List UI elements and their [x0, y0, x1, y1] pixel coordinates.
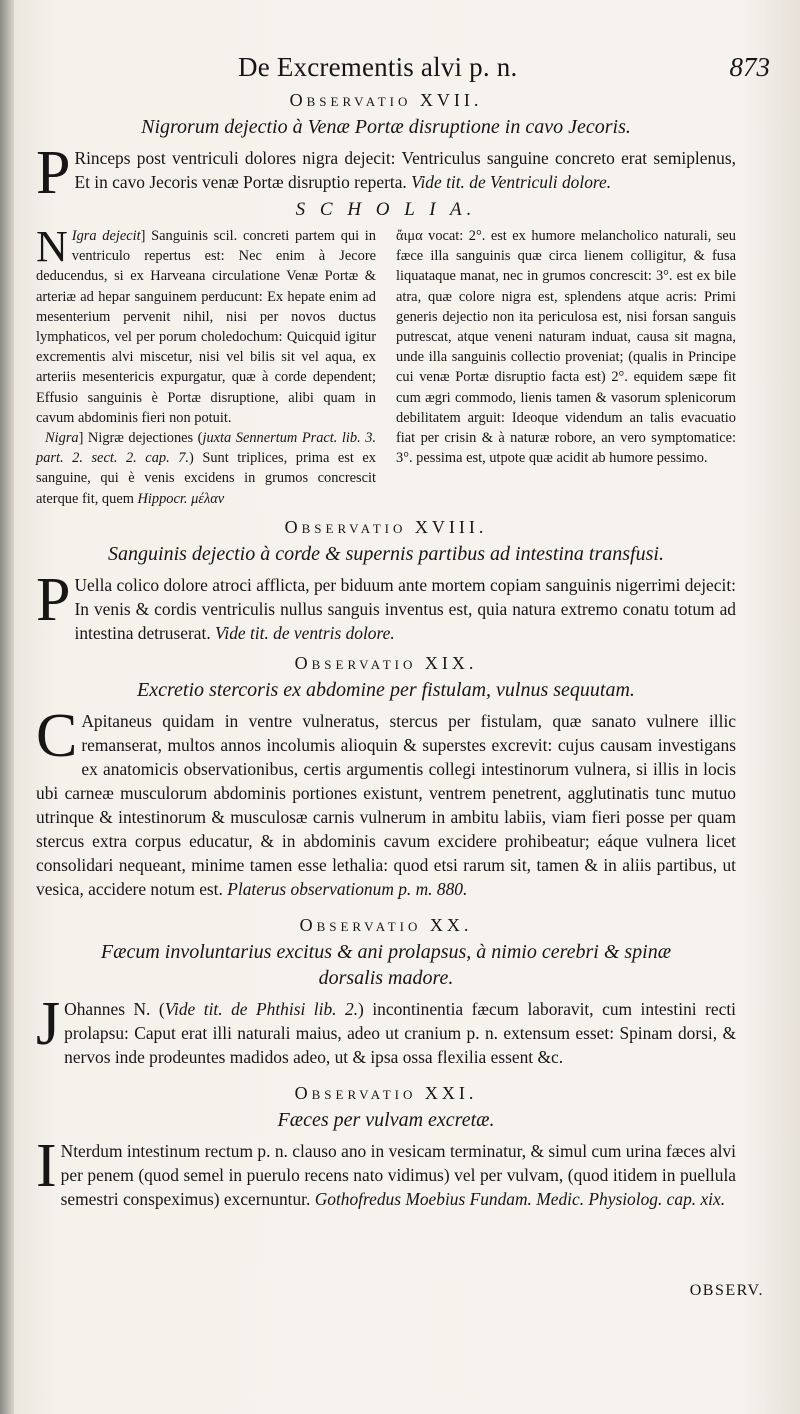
page-header [0, 52, 800, 92]
scholia-heading: S C H O L I A. [295, 199, 477, 220]
page-number: 873 [729, 52, 770, 82]
scholia-column-right [396, 226, 736, 509]
page-content [36, 88, 736, 1211]
observatio-text [36, 565, 736, 645]
observatio-body: Apitaneus quidam in ventre vulneratus, stercus per fistulam, quæ sanato vulnere illic remanserat, multos annos incolumis alioquin & superstes excrevit: cujus causam investigans ex anatomicis observationibus, certis argumentis collegi intestinorum vulnera, si illis in locis ubi carneæ musculorum abdominis portiones existunt, ventrem penetrent, agglutinatis tunc mutuo utrinque & intestinorum & musculosæ carnis vulnerum in ambitu labiis, viam fieri posse per quam stercus extra corpus educatur, & in abdominis cavum excidere prohibeatur; eáque vulnera licet consolidari nequeant, minime tamen esse lethalia: quod etsi rarum sit, tamen & in aliis partibus, ut vesica, accidere notum est. [36, 710, 736, 899]
observatio-title: Fæces per vulvam excretæ. [277, 1108, 495, 1131]
gutter-shadow [0, 0, 14, 1414]
scholia-columns [36, 222, 736, 509]
observatio-heading: Observatio XX. [299, 914, 473, 935]
observatio-text [36, 1131, 736, 1211]
observatio-title: Sanguinis dejectio à corde & supernis partibus ad intestina transfusi. [108, 542, 664, 565]
catchword: OBSERV. [689, 1282, 764, 1299]
observatio-body: ) incontinentia fæcum laboravit, cum intestini recti prolapsu: Caput erat illi naturali maius, adeo ut cranium p. n. extensum esset: Spinam dorsi, & nervos inde prodeuntes madidos adeo, ut & ipsa ossa flexilia essent &c. [64, 998, 736, 1067]
cross-reference: Vide tit. de Phthisi lib. 2. [164, 998, 359, 1019]
scholia-text: ] Sanguinis scil. concreti partem qui in ventriculo repertus est: Nec enim à Jecore deducendus, si ex Harveana circulatione Venæ Portæ & arteriæ ad hepar sanguinem perducunt: Ex hepate enim ad mesenterium pervenit nihil, nisi per novos ductus lymphaticos, vel per porum choledochum: Quicquid igitur excrementis alvi miscetur, nisi vel bilis sit vel aqua, ex arteriis mesentericis expurgatur, quæ à corde dependent; Effusio sanguinis è Portæ disruptione, alibi quam in cavum abdominis fieri non potuit. [36, 228, 376, 426]
drop-cap: J [36, 989, 61, 1058]
observatio-19 [36, 651, 736, 901]
scholia [36, 198, 736, 509]
cross-reference: Platerus observationum p. m. 880. [227, 878, 468, 899]
observatio-21 [36, 1081, 736, 1211]
observatio-heading: Observatio XIX. [294, 652, 478, 673]
observatio-text [36, 701, 736, 901]
observatio-18 [36, 515, 736, 645]
lemma: Igra dejecit [71, 228, 141, 244]
running-head: De Excrementis alvi p. n. [238, 52, 518, 82]
lemma: Nigra [45, 430, 79, 447]
drop-cap: I [36, 1131, 57, 1200]
observatio-17 [36, 88, 736, 207]
cross-reference: Hippocr. μέλαν [137, 490, 225, 507]
observatio-body: Uella colico dolore atroci afflicta, per biduum ante mortem copiam sanguinis nigerrimi dejecit: In venis & cordis ventriculis nullus sanguis inventus est, quia natura extremo conatu totum ad intestina detruserat. [74, 574, 736, 643]
observatio-title: Fæcum involuntarius excitus & ani prolapsus, à nimio cerebri & spinæ dorsalis madore. [100, 940, 672, 989]
scholia-text: ἄιμα vocat: 2°. est ex humore melancholico naturali, seu fæce illa sanguinis quæ circa lienem colligitur, & fusa liquataque manat, nec in grumos concrescit: 3°. est ex bile atra, quæ colore nigra est, splendens atque acris: Primi generis dejectio non ita periculosa est, nisi forsan sanguis putrescat, atque veneni naturam induat, causa sit magna, unde illa sanguinis collectio proveniat; (qualis in Principe cui venæ Portæ disruptio facta est) 2°. equidem sæpe fit cum ægri commodo, lienis tamen & vasorum splenicorum debilitatem arguit: Ideoque videndum an talis evacuatio fiat per crisin & à naturæ robore, an vero symptomatice: 3°. pessima est, utpote quæ acidit ab humore pessimo. [396, 228, 736, 467]
observatio-20 [36, 913, 736, 1069]
cross-reference: Vide tit. de Ventriculi dolore. [411, 172, 612, 192]
drop-cap: P [36, 139, 71, 207]
drop-cap: P [36, 565, 71, 634]
cross-reference: juxta Sennertum Pract. lib. 3. part. 2. sect. 2. cap. 7. [36, 430, 376, 467]
observatio-heading: Observatio XVIII. [284, 516, 488, 537]
cross-reference: Gothofredus Moebius Fundam. Medic. Physiolog. cap. xix. [314, 1188, 726, 1209]
drop-cap: N [36, 222, 68, 271]
scholia-text: ) Sunt triplices, prima est ex sanguine, qui è venis excidens in grumos concrescit aterque fit, quem [36, 450, 376, 507]
cross-reference: Vide tit. de ventris dolore. [215, 622, 395, 643]
observatio-body: Nterdum intestinum rectum p. n. clauso ano in vesicam terminatur, & simul cum urina fæces alvi per penem (quod semel in puerulo recens nato vidimus) vel per vulvam, (quod itidem in puellula semestri conspeximus) excernuntur. [60, 1140, 736, 1209]
observatio-title: Excretio stercoris ex abdomine per fistulam, vulnus sequutam. [137, 678, 635, 701]
observatio-title: Nigrorum dejectio à Venæ Portæ disruptione in cavo Jecoris. [141, 116, 631, 138]
observatio-heading: Observatio XXI. [294, 1082, 478, 1103]
scholia-text: ] Nigræ dejectiones ( [78, 430, 203, 447]
observatio-text [36, 139, 736, 207]
observatio-text [36, 989, 736, 1069]
observatio-body: Ohannes N. ( [64, 998, 165, 1019]
observatio-heading: Observatio XVII. [289, 90, 483, 110]
scholia-column-left [36, 222, 376, 509]
observatio-body: Rinceps post ventriculi dolores nigra dejecit: Ventriculus sanguine concreto erat semiplenus, Et in cavo Jecoris venæ Portæ disruptio reperta. [74, 148, 736, 192]
drop-cap: C [36, 701, 78, 770]
